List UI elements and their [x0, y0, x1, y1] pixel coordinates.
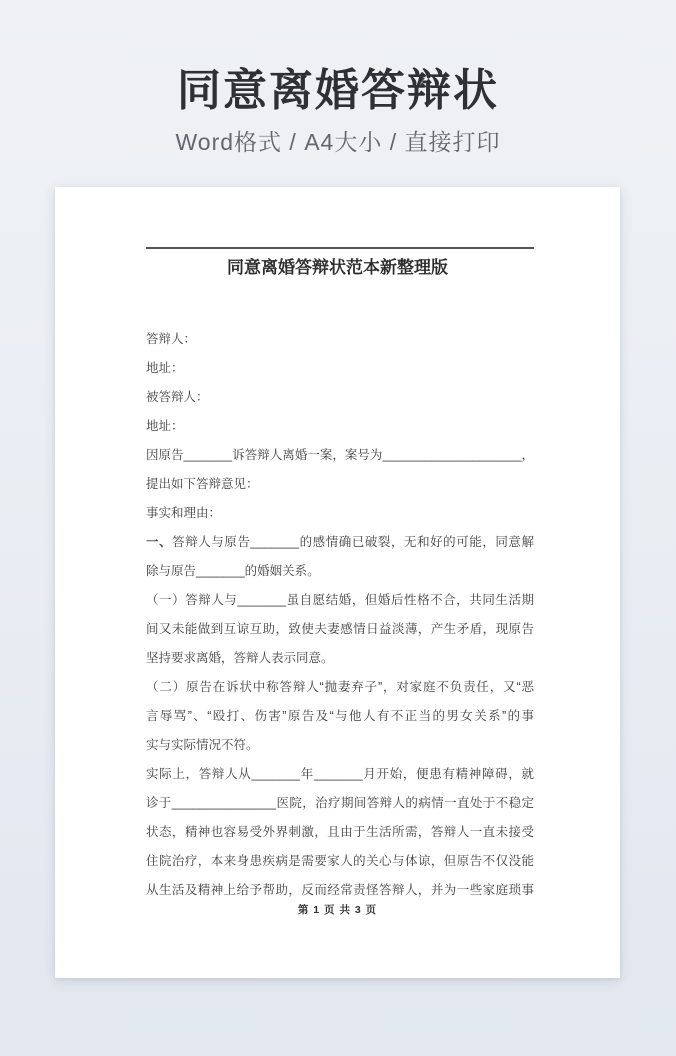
- doc-line: （二）原告在诉状中称答辩人“抛妻弃子”，对家庭不负责任，又“恶: [146, 680, 534, 694]
- document-body: [146, 325, 534, 905]
- doc-line: 因原告_______诉答辩人离婚一案，案号为____________________，: [146, 448, 534, 462]
- page-number: 第 1 页 共 3 页: [297, 904, 378, 916]
- doc-line: 提出如下答辩意见：: [146, 477, 259, 491]
- page-subtitle: Word格式 / A4大小 / 直接打印: [175, 129, 501, 155]
- doc-line: 诊于_______________医院，治疗期间答辩人的病情一直处于不稳定: [146, 796, 534, 810]
- doc-line: 除与原告_______的婚姻关系。: [146, 564, 320, 578]
- doc-line: 被答辩人：: [146, 390, 209, 404]
- doc-line: 间又未能做到互谅互助，致使夫妻感情日益淡薄，产生矛盾，现原告: [146, 622, 534, 636]
- doc-line: （一）答辩人与_______虽自愿结婚，但婚后性格不合，共同生活期: [146, 593, 534, 607]
- doc-line: 实际上，答辩人从_______年_______月开始，便患有精神障碍，就: [146, 767, 534, 781]
- doc-line: 实与实际情况不符。: [146, 738, 259, 752]
- doc-line: 答辩人：: [146, 332, 197, 346]
- doc-line: 地址：: [146, 361, 184, 375]
- doc-line: 从生活及精神上给予帮助，反而经常责怪答辩人，并为一些家庭琐事: [146, 883, 534, 897]
- doc-line: 一、答辩人与原告_______的感情确已破裂，无和好的可能，同意解: [146, 535, 534, 549]
- doc-line: 状态，精神也容易受外界刺激，且由于生活所需，答辩人一直未接受: [146, 825, 534, 839]
- title-divider-line: [146, 247, 534, 249]
- doc-line: 事实和理由：: [146, 506, 222, 520]
- doc-line: 住院治疗，本来身患疾病是需要家人的关心与体谅，但原告不仅没能: [146, 854, 534, 868]
- document-title: 同意离婚答辩状范本新整理版: [227, 258, 448, 277]
- page-title: 同意离婚答辩状: [177, 66, 499, 115]
- doc-line: 地址：: [146, 419, 184, 433]
- doc-line: 言辱骂”、“殴打、伤害”原告及“与他人有不正当的男女关系”的事: [146, 709, 534, 723]
- doc-line: 坚持要求离婚，答辩人表示同意。: [146, 651, 334, 665]
- document-page-preview: [55, 187, 620, 978]
